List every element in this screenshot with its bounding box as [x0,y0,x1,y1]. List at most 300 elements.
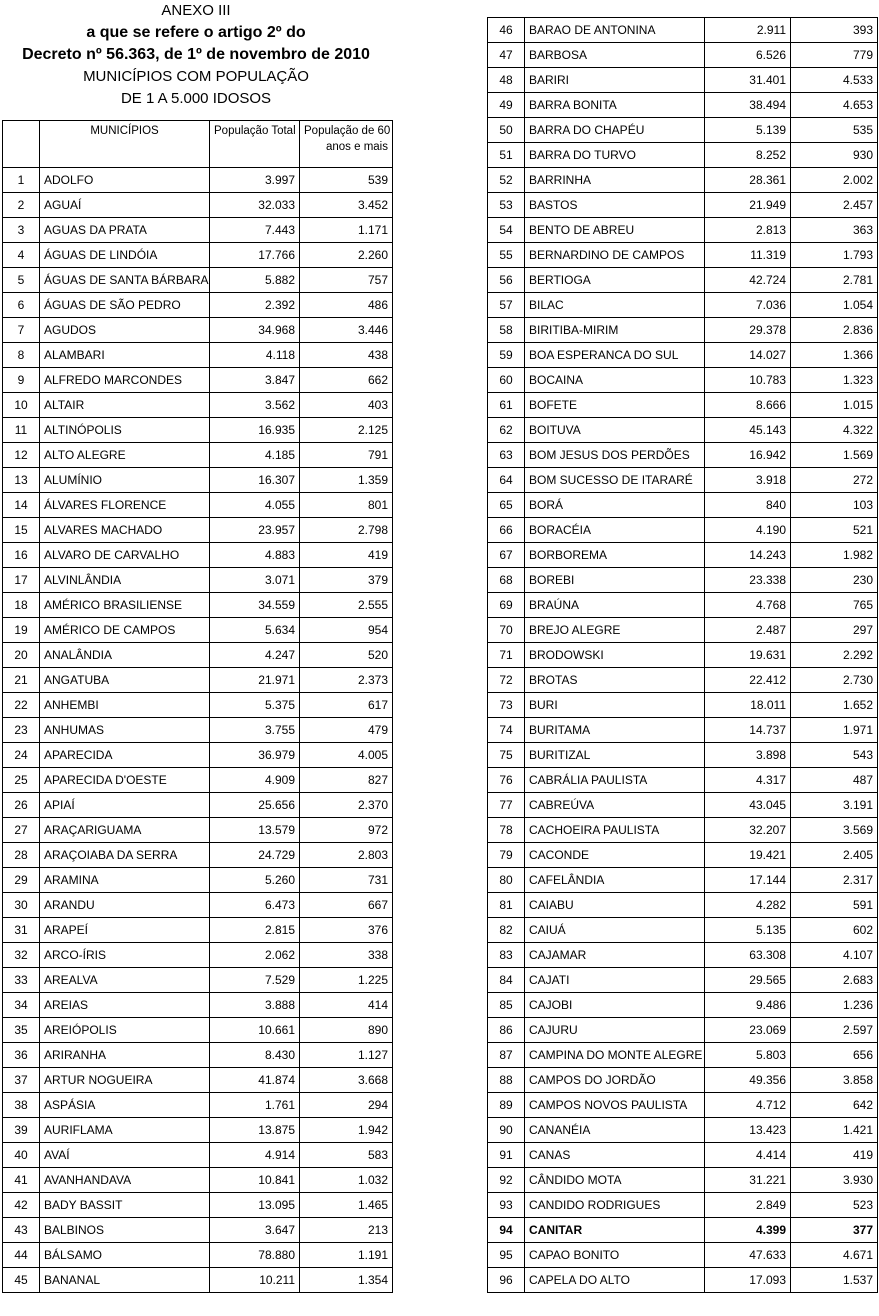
municipality-name: ALUMÍNIO [40,468,210,493]
table-row [3,768,393,793]
row-number: 11 [3,418,40,443]
population-60-plus: 1.942 [300,1118,393,1143]
table-row [488,1118,878,1143]
population-60-plus: 1.236 [791,993,878,1018]
population-total: 4.768 [705,593,791,618]
municipality-name: CANDIDO RODRIGUES [525,1193,705,1218]
population-60-plus: 272 [791,468,878,493]
population-60-plus: 230 [791,568,878,593]
table-row [3,168,393,193]
municipality-name: ARAÇARIGUAMA [40,818,210,843]
municipality-name: BÁLSAMO [40,1243,210,1268]
municipality-name: BORACÉIA [525,518,705,543]
row-number: 73 [488,693,525,718]
population-total: 23.957 [210,518,300,543]
population-total: 49.356 [705,1068,791,1093]
municipality-name: BENTO DE ABREU [525,218,705,243]
municipality-name: AGUAS DA PRATA [40,218,210,243]
population-60-plus: 487 [791,768,878,793]
row-number: 34 [3,993,40,1018]
population-60-plus: 4.107 [791,943,878,968]
population-total: 2.062 [210,943,300,968]
municipality-name: CACHOEIRA PAULISTA [525,818,705,843]
table-row [3,668,393,693]
population-60-plus: 414 [300,993,393,1018]
population-total: 19.631 [705,643,791,668]
population-total: 7.443 [210,218,300,243]
municipality-name: ADOLFO [40,168,210,193]
table-row [3,618,393,643]
row-number: 70 [488,618,525,643]
row-number: 30 [3,893,40,918]
population-60-plus: 539 [300,168,393,193]
row-number: 90 [488,1118,525,1143]
population-60-plus: 667 [300,893,393,918]
municipality-name: CAPELA DO ALTO [525,1268,705,1293]
table-row [488,768,878,793]
population-total: 4.190 [705,518,791,543]
table-row [3,693,393,718]
table-row [488,43,878,68]
right-table-body [488,18,878,1293]
population-60-plus: 297 [791,618,878,643]
population-total: 4.055 [210,493,300,518]
population-60-plus: 1.465 [300,1193,393,1218]
population-total: 3.562 [210,393,300,418]
population-total: 31.221 [705,1168,791,1193]
table-row [3,568,393,593]
population-total: 28.361 [705,168,791,193]
municipality-name: BURITIZAL [525,743,705,768]
row-number: 49 [488,93,525,118]
population-60-plus: 2.597 [791,1018,878,1043]
population-total: 42.724 [705,268,791,293]
municipality-name: ARAÇOIABA DA SERRA [40,843,210,868]
row-number: 9 [3,368,40,393]
population-total: 8.430 [210,1043,300,1068]
population-60-plus: 662 [300,368,393,393]
table-row [3,468,393,493]
row-number: 94 [488,1218,525,1243]
population-60-plus: 379 [300,568,393,593]
table-row [488,1068,878,1093]
row-number: 60 [488,368,525,393]
municipality-name: BERTIOGA [525,268,705,293]
population-total: 25.656 [210,793,300,818]
table-row [488,468,878,493]
municipality-name: BRODOWSKI [525,643,705,668]
table-row [3,968,393,993]
population-total: 5.135 [705,918,791,943]
population-60-plus: 2.683 [791,968,878,993]
municipality-name: BARRA BONITA [525,93,705,118]
municipality-name: CAJOBI [525,993,705,1018]
population-60-plus: 954 [300,618,393,643]
municipality-name: CANITAR [525,1218,705,1243]
row-number: 5 [3,268,40,293]
population-total: 23.069 [705,1018,791,1043]
population-total: 14.737 [705,718,791,743]
population-60-plus: 1.537 [791,1268,878,1293]
population-60-plus: 890 [300,1018,393,1043]
row-number: 86 [488,1018,525,1043]
population-total: 17.766 [210,243,300,268]
header-pop-total: População Total [210,121,300,168]
table-row [488,93,878,118]
population-60-plus: 2.260 [300,243,393,268]
table-row [488,543,878,568]
municipality-name: ALVARO DE CARVALHO [40,543,210,568]
row-number: 61 [488,393,525,418]
municipality-name: CAIUÁ [525,918,705,943]
population-total: 24.729 [210,843,300,868]
population-total: 10.841 [210,1168,300,1193]
table-row [488,693,878,718]
table-row [3,1068,393,1093]
population-60-plus: 972 [300,818,393,843]
row-number: 8 [3,343,40,368]
population-total: 3.647 [210,1218,300,1243]
population-total: 32.033 [210,193,300,218]
population-60-plus: 791 [300,443,393,468]
row-number: 7 [3,318,40,343]
table-row [488,443,878,468]
population-60-plus: 419 [300,543,393,568]
row-number: 78 [488,818,525,843]
population-total: 2.815 [210,918,300,943]
municipality-name: ALAMBARI [40,343,210,368]
row-number: 6 [3,293,40,318]
table-row [3,643,393,668]
population-total: 3.888 [210,993,300,1018]
row-number: 74 [488,718,525,743]
table-row [488,218,878,243]
document-heading [0,0,392,110]
population-total: 14.243 [705,543,791,568]
municipality-name: BERNARDINO DE CAMPOS [525,243,705,268]
population-total: 29.565 [705,968,791,993]
row-number: 50 [488,118,525,143]
population-60-plus: 103 [791,493,878,518]
population-60-plus: 2.373 [300,668,393,693]
table-row [488,968,878,993]
population-total: 4.712 [705,1093,791,1118]
population-60-plus: 520 [300,643,393,668]
row-number: 36 [3,1043,40,1068]
table-row [488,843,878,868]
population-60-plus: 642 [791,1093,878,1118]
municipality-name: BOCAINA [525,368,705,393]
row-number: 66 [488,518,525,543]
table-row [488,193,878,218]
table-row [3,368,393,393]
population-60-plus: 1.015 [791,393,878,418]
row-number: 1 [3,168,40,193]
municipality-name: BADY BASSIT [40,1193,210,1218]
table-row [488,918,878,943]
row-number: 91 [488,1143,525,1168]
population-total: 3.898 [705,743,791,768]
municipality-name: ALVINLÂNDIA [40,568,210,593]
population-60-plus: 3.191 [791,793,878,818]
row-number: 42 [3,1193,40,1218]
left-table-body [3,168,393,1293]
population-total: 2.911 [705,18,791,43]
population-total: 2.849 [705,1193,791,1218]
municipality-name: ARTUR NOGUEIRA [40,1068,210,1093]
row-number: 76 [488,768,525,793]
municipality-name: CANANÉIA [525,1118,705,1143]
population-60-plus: 363 [791,218,878,243]
population-total: 4.414 [705,1143,791,1168]
population-60-plus: 1.354 [300,1268,393,1293]
table-row [488,518,878,543]
population-60-plus: 486 [300,293,393,318]
table-row [3,443,393,468]
table-row [3,1143,393,1168]
table-row [488,718,878,743]
row-number: 59 [488,343,525,368]
row-number: 77 [488,793,525,818]
row-number: 3 [3,218,40,243]
population-total: 9.486 [705,993,791,1018]
municipality-name: AREIÓPOLIS [40,1018,210,1043]
population-60-plus: 656 [791,1043,878,1068]
row-number: 18 [3,593,40,618]
table-row [3,718,393,743]
population-60-plus: 2.730 [791,668,878,693]
table-row [3,818,393,843]
row-number: 85 [488,993,525,1018]
population-total: 5.882 [210,268,300,293]
table-row [3,843,393,868]
population-60-plus: 1.127 [300,1043,393,1068]
population-60-plus: 213 [300,1218,393,1243]
row-number: 52 [488,168,525,193]
population-total: 16.307 [210,468,300,493]
municipality-name: ALTAIR [40,393,210,418]
municipality-name: CABRÁLIA PAULISTA [525,768,705,793]
municipality-name: BALBINOS [40,1218,210,1243]
population-60-plus: 1.569 [791,443,878,468]
population-total: 4.399 [705,1218,791,1243]
table-row [3,1018,393,1043]
population-total: 47.633 [705,1243,791,1268]
row-number: 67 [488,543,525,568]
row-number: 21 [3,668,40,693]
population-total: 13.579 [210,818,300,843]
population-total: 4.282 [705,893,791,918]
population-total: 6.473 [210,893,300,918]
table-row [488,943,878,968]
population-60-plus: 376 [300,918,393,943]
row-number: 64 [488,468,525,493]
population-60-plus: 2.125 [300,418,393,443]
population-60-plus: 1.323 [791,368,878,393]
municipality-name: ARCO-ÍRIS [40,943,210,968]
table-row [3,493,393,518]
row-number: 53 [488,193,525,218]
row-number: 22 [3,693,40,718]
municipality-name: AURIFLAMA [40,1118,210,1143]
table-row [488,293,878,318]
row-number: 39 [3,1118,40,1143]
table-row [3,543,393,568]
population-total: 4.883 [210,543,300,568]
population-total: 2.392 [210,293,300,318]
row-number: 65 [488,493,525,518]
municipality-name: AGUAÍ [40,193,210,218]
row-number: 37 [3,1068,40,1093]
population-60-plus: 930 [791,143,878,168]
table-row [3,518,393,543]
municipality-name: BILAC [525,293,705,318]
municipality-name: BURI [525,693,705,718]
population-total: 13.423 [705,1118,791,1143]
municipality-name: AVAÍ [40,1143,210,1168]
table-header-row [3,121,393,168]
population-60-plus: 583 [300,1143,393,1168]
municipality-name: ANGATUBA [40,668,210,693]
table-row [488,1093,878,1118]
municipality-name: ÁGUAS DE SÃO PEDRO [40,293,210,318]
table-row [3,1268,393,1293]
population-60-plus: 1.366 [791,343,878,368]
population-60-plus: 523 [791,1193,878,1218]
population-total: 3.847 [210,368,300,393]
table-row [3,1043,393,1068]
row-number: 72 [488,668,525,693]
population-60-plus: 2.292 [791,643,878,668]
population-total: 11.319 [705,243,791,268]
population-total: 4.914 [210,1143,300,1168]
table-row [3,993,393,1018]
population-total: 5.139 [705,118,791,143]
row-number: 40 [3,1143,40,1168]
municipalities-table-left [2,120,393,1293]
table-row [3,318,393,343]
municipality-name: ÁGUAS DE LINDÓIA [40,243,210,268]
population-60-plus: 757 [300,268,393,293]
population-60-plus: 4.005 [300,743,393,768]
table-row [488,993,878,1018]
municipality-name: BORBOREMA [525,543,705,568]
row-number: 32 [3,943,40,968]
population-60-plus: 2.781 [791,268,878,293]
population-60-plus: 2.002 [791,168,878,193]
municipality-name: BREJO ALEGRE [525,618,705,643]
table-row [488,118,878,143]
population-60-plus: 294 [300,1093,393,1118]
table-row [488,68,878,93]
municipality-name: BARRA DO CHAPÉU [525,118,705,143]
table-subject: MUNICÍPIOS COM POPULAÇÃO [83,68,309,85]
row-number: 57 [488,293,525,318]
population-60-plus: 801 [300,493,393,518]
municipality-name: ASPÁSIA [40,1093,210,1118]
municipality-name: ANHUMAS [40,718,210,743]
row-number: 43 [3,1218,40,1243]
table-row [3,293,393,318]
row-number: 47 [488,43,525,68]
population-total: 2.487 [705,618,791,643]
municipality-name: AMÉRICO DE CAMPOS [40,618,210,643]
municipality-name: CAFELÂNDIA [525,868,705,893]
table-row [3,1218,393,1243]
population-total: 17.093 [705,1268,791,1293]
population-total: 2.813 [705,218,791,243]
population-60-plus: 419 [791,1143,878,1168]
municipality-name: APARECIDA D'OESTE [40,768,210,793]
municipality-name: ARAPEÍ [40,918,210,943]
row-number: 45 [3,1268,40,1293]
municipality-name: CAMPOS NOVOS PAULISTA [525,1093,705,1118]
table-row [3,268,393,293]
row-number: 41 [3,1168,40,1193]
municipality-name: BARAO DE ANTONINA [525,18,705,43]
population-total: 7.529 [210,968,300,993]
header-pop-60-line2: anos e mais [325,141,388,153]
table-row [488,868,878,893]
municipality-name: ANALÂNDIA [40,643,210,668]
header-municipios: MUNICÍPIOS [40,121,210,168]
population-60-plus: 4.653 [791,93,878,118]
row-number: 35 [3,1018,40,1043]
population-total: 1.761 [210,1093,300,1118]
population-60-plus: 403 [300,393,393,418]
population-total: 3.755 [210,718,300,743]
municipality-name: AGUDOS [40,318,210,343]
row-number: 20 [3,643,40,668]
table-row [3,418,393,443]
population-60-plus: 4.671 [791,1243,878,1268]
population-60-plus: 1.032 [300,1168,393,1193]
population-total: 4.118 [210,343,300,368]
population-60-plus: 1.191 [300,1243,393,1268]
table-row [488,643,878,668]
population-total: 36.979 [210,743,300,768]
row-number: 28 [3,843,40,868]
municipality-name: BOA ESPERANCA DO SUL [525,343,705,368]
table-row [488,1218,878,1243]
row-number: 26 [3,793,40,818]
population-60-plus: 1.054 [791,293,878,318]
population-total: 45.143 [705,418,791,443]
row-number: 29 [3,868,40,893]
population-60-plus: 1.421 [791,1118,878,1143]
municipality-name: CAJAMAR [525,943,705,968]
population-total: 7.036 [705,293,791,318]
table-row [3,918,393,943]
row-number: 19 [3,618,40,643]
row-number: 87 [488,1043,525,1068]
population-60-plus: 2.405 [791,843,878,868]
municipality-name: ARAMINA [40,868,210,893]
population-60-plus: 4.533 [791,68,878,93]
population-total: 5.634 [210,618,300,643]
municipality-name: BARBOSA [525,43,705,68]
row-number: 51 [488,143,525,168]
table-row [488,793,878,818]
row-number: 95 [488,1243,525,1268]
population-60-plus: 438 [300,343,393,368]
table-row [3,218,393,243]
municipality-name: BIRITIBA-MIRIM [525,318,705,343]
municipality-name: CAJURU [525,1018,705,1043]
row-number: 81 [488,893,525,918]
row-number: 93 [488,1193,525,1218]
row-number: 96 [488,1268,525,1293]
